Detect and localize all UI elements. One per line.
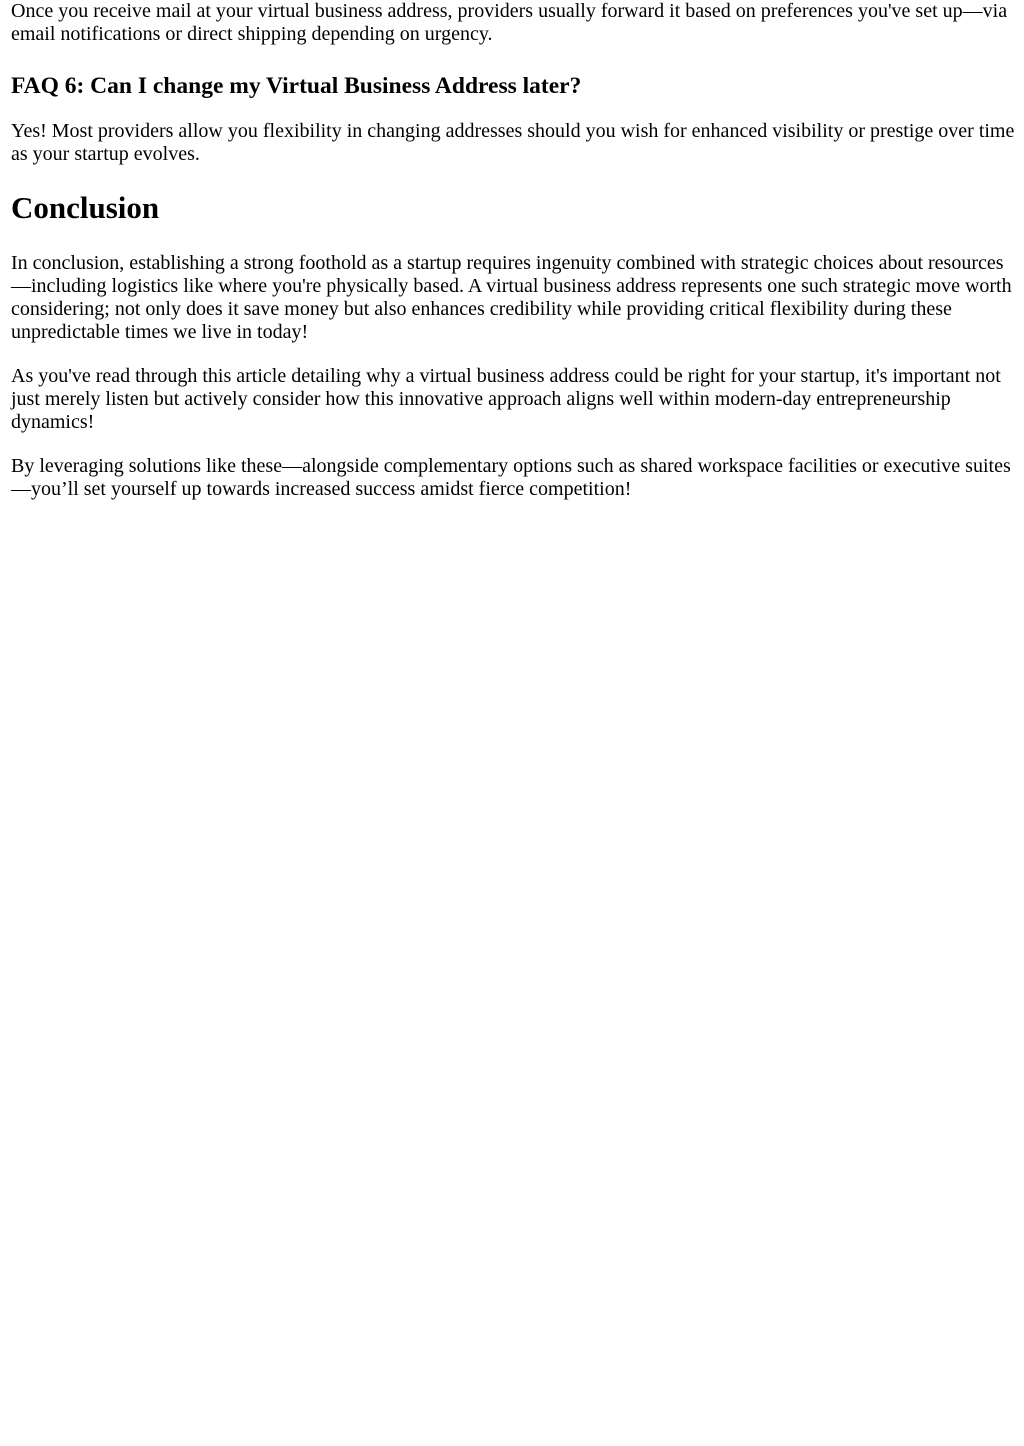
- mail-forwarding-paragraph: Once you receive mail at your virtual business address, providers usually forward it based on preferences you've set up—via email notifications or direct shipping depending on urgency.: [11, 0, 1008, 45]
- conclusion-paragraph: In conclusion, establishing a strong foothold as a startup requires ingenuity combined with strategic choices about resources—including logistics like where you're physically based. A virtual business address represents one such strategic move worth considering; not only does it save money but also enhances credibility while providing critical flexibility during these unpredictable times we live in today!: [11, 252, 1012, 343]
- article-content: [11, 0, 1015, 501]
- faq-6-heading: FAQ 6: Can I change my Virtual Business Address later?: [11, 73, 582, 99]
- conclusion-heading: Conclusion: [11, 190, 160, 225]
- conclusion-paragraph: By leveraging solutions like these—alongside complementary options such as shared workspace facilities or executive suites—you’ll set yourself up towards increased success amidst fierce competition!: [11, 455, 1011, 500]
- conclusion-paragraph: As you've read through this article detailing why a virtual business address could be right for your startup, it's important not just merely listen but actively consider how this innovative approach aligns well within modern-day entrepreneurship dynamics!: [11, 365, 1001, 433]
- faq-6-answer: Yes! Most providers allow you flexibility in changing addresses should you wish for enhanced visibility or prestige over time as your startup evolves.: [11, 120, 1015, 165]
